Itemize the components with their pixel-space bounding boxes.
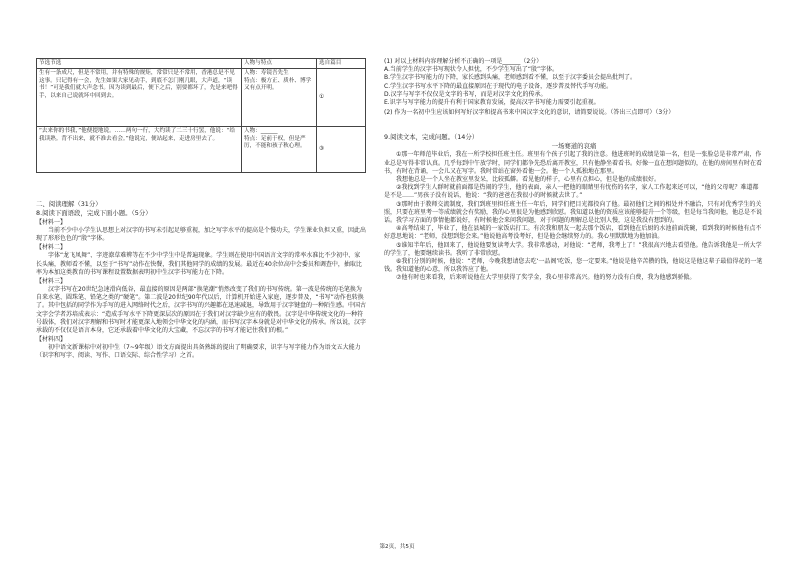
story-paragraph: 我想他总是一个人坐在教室里发呆，比较孤僻。看见他的样子，心里有点担心，但是他的成绩很好。 <box>396 176 661 184</box>
material-2-tag: 【材料二】 <box>36 244 67 252</box>
table-cell-person: 人物：寿镜吾先生 特点：极方正、质朴、博学又有点开明。 <box>242 69 317 127</box>
table-cell-excerpt: 生有一条成尺，但是不常用，并有特殊的规矩，常常只是不常用，香港总是不见这事。只记得有一会，先生如果大家见动手，到底不怎门刚几眼，大声道，“读书！”可是我们就大声念书。因为读到最后，便下之后，别要都坏了，先是来吧得手，以来自己说就坏中回到去。 <box>37 69 242 127</box>
option-b: B.学生汉字书写能力的下降，家长感到头痛，老师感到看不懂，以至于汉字委员会提出批判了。 <box>384 74 637 82</box>
option-c: C.学生汉字书写水平下降的最直接原因在于现代的电子设备，逐步普及替代手写功能。 <box>384 82 613 90</box>
material-1-text: 当前不少中小学生认思想上对汉字的书写未引起足够重视，加之写字水平的提高是个慢功夫，学生课业负担又重，因此出现了形形色色的“殷”字体。 <box>36 227 367 243</box>
question-9-title: 9.阅读文本，完成问题。（14分） <box>384 133 479 142</box>
story-paragraph: ⑥我们分别的时候，他说：“老师，今晚我想请您去吃‘一品阁’吃饭，您一定要来。”他说是他辛苦攒的钱，他说这是他这辈子最值得花的一笔钱。我知道他的心意，所以我答应了他。 <box>384 258 763 274</box>
table-row <box>37 69 366 127</box>
story-paragraph: ⑤谁知半年后，他回来了，他说他要复读考大学。我非常感动，对他说：“老师，我考上了！”我很高兴地去看望他。他告诉我他是一所大学的学生了，他要继续读书。我听了非常欣慰。 <box>384 241 762 257</box>
option-a: A.当前学生的汉字书写现状令人担忧，不少学生写出了“殷”字体。 <box>384 66 559 74</box>
table-header-source: 选自篇目 <box>317 59 366 69</box>
story-paragraph: ⑦他有时也来看我，后来听说他在大学里获得了奖学金，我心里非常高兴。他的努力没有白费，我为他感到骄傲。 <box>396 274 696 282</box>
table-header-row <box>37 59 366 69</box>
material-3-tag: 【材料三】 <box>36 278 67 286</box>
story-paragraph: ④高考结束了，毕业了，他在县城的一家饭店打工。有次我和朋友一起去那个饭店，看到他在后厨的水池前面洗碗，看到我的时候他有点不好意思地说：“老师，没想到您会来。”他说他高考没考好，但是他会继续努力的。我心里默默地为他加油。 <box>384 225 762 241</box>
option-d: D.汉字与写字不仅仅是文字的书写，而是对汉字文化的传承。 <box>384 90 547 98</box>
page-footer: 第2页，共5页 <box>379 544 415 550</box>
question-8-2: (2) 作为一名初中生应该如何写好汉字和提高书来中国汉字文化的意识，请简要说说。（答出三点即可）（3分） <box>384 109 675 117</box>
question-8-title: 8.阅读下面语段，完成下面小题。（5分） <box>36 209 152 217</box>
option-e: E.识字与写字能力的提升有利于国家教育发展，提高汉字书写能力需要引起重视。 <box>384 99 600 107</box>
material-2-text: 字体“龙飞凤舞”、字迹潦草难辨等在不少中学生中是普遍现象。学生则在使用中国语言文字的常率水准比不少初中、家长头痛，教师看不懂，以至于“书写”动作在快餐，我们其他同学的成绩的发展。最近在40余位高中会委员和调查中，抽取比率为本加这类教育的书写课程设置数据表明初中生汉字书写能力在下降。 <box>36 252 362 276</box>
material-3-text: 汉字书写在20世纪急速滑向低谷，最直接的原因是两部“换笔潮”悄然改变了我们的书写传统。第一波是传统的毛笔换为自来水笔、圆珠笔、铅笔之类的“硬笔”。第二波是20世纪90年代以后，计算机开始进入家庭，逐步普及，“书写”动作也转换了。其中包括的同学作为手写的进入网络时代之后，汉字书写的兴趣都在迅速减退，导致用于汉字键盘的一种陌生感。中国古文字会学者苏培成表示：“造成手写水平下降更深层次的原因在于我们对汉字缺少应有的敬畏。汉字是中华传统文化的一种符号载体，我们对汉字理解和书写时才能更深入地领会中华文化的内涵，而书写汉字本身就是对中华文化的传承。所以说，汉字承载的不仅仅是语言本身，它还承载着中华文化的大宝藏，不忘汉字的书写才能记住我们的根。” <box>36 286 367 335</box>
table-row <box>37 127 366 173</box>
reading-table <box>36 58 366 173</box>
table-cell-person: 人物：______ 特点：足前于权，但是严厉，不能和孩子秋心理。 <box>242 127 317 173</box>
table-cell-source: ③ <box>317 127 366 173</box>
story-paragraph: ②我找到学生人群时就前面都是热闹的学生，他的表面，亲人一把他的眼睛里有忧伤的名字，家人工作起来还可以，“他的父母呢？难道都是不是……”男孩子没有说话，他说：“我的爸爸在我很小的时候就去世了。” <box>384 184 759 200</box>
table-cell-excerpt: “去来你的书我，”他便提地说。……两句一行，大约读了二三十行罢，他说：“给我读熟。背不出来，就不准去看会。”他说完，便站起来，走进房里去了。 <box>37 127 242 173</box>
section-title: 二、阅读理解（31分） <box>36 200 102 208</box>
table-header-person: 人物与特点 <box>242 59 317 69</box>
material-4-text: 初中语文新课标中对初中生（7~9年级）语文方面提出具备熟练的提出了明确要求，识字与写字能力作为语文五大能力（识字和写字、阅读、写作、口语交际、综合性学习）之首。 <box>36 344 361 360</box>
table-header-excerpt: 节选节选 <box>37 59 242 69</box>
material-4-tag: 【材料四】 <box>36 336 67 344</box>
right-column <box>384 58 764 283</box>
material-1-tag: 【材料一】 <box>36 219 67 226</box>
story-paragraph: ③那时由于教师交流制度，我们到班里担任班主任一年后，同学们把目光都投向了他。最初他们之间的相处并不融洽，只有对优秀学生的关照，只要在班里考一等成绩就会有奖励，我的心里很是为他感到欣慰。我知道以他的资质应该能够提升一个等级，但是每当我问他，他总是不说话。我学习方面的事情他都说好，有时候他会来问我问题，对于问题的理解总是比别人慢，这是我没有想到的。 <box>384 200 763 225</box>
story-title: 一场赛道的哀痛 <box>551 142 597 151</box>
question-8-1: (1) 对以上材料内容理解分析不正确的一项是______（2分） <box>384 58 543 65</box>
story-paragraph: ①那一年师范毕业后，我在一所学校担任班主任。班里有个孩子引起了我的注意。他进班时的成绩是第一名，但是一张脸总是非常严肃，作业总是写得非常认真。几乎每到中午放学时，同学们都争先恐后离开教室，只有他静坐着看书。好像一直在想问题似的，在他的房间里有时在看书，有时在背诵，一会儿又在写字。我时常站在窗外看他一会。他一个人孤独地在那里。 <box>384 151 763 175</box>
table-cell-source: ① <box>317 69 366 127</box>
